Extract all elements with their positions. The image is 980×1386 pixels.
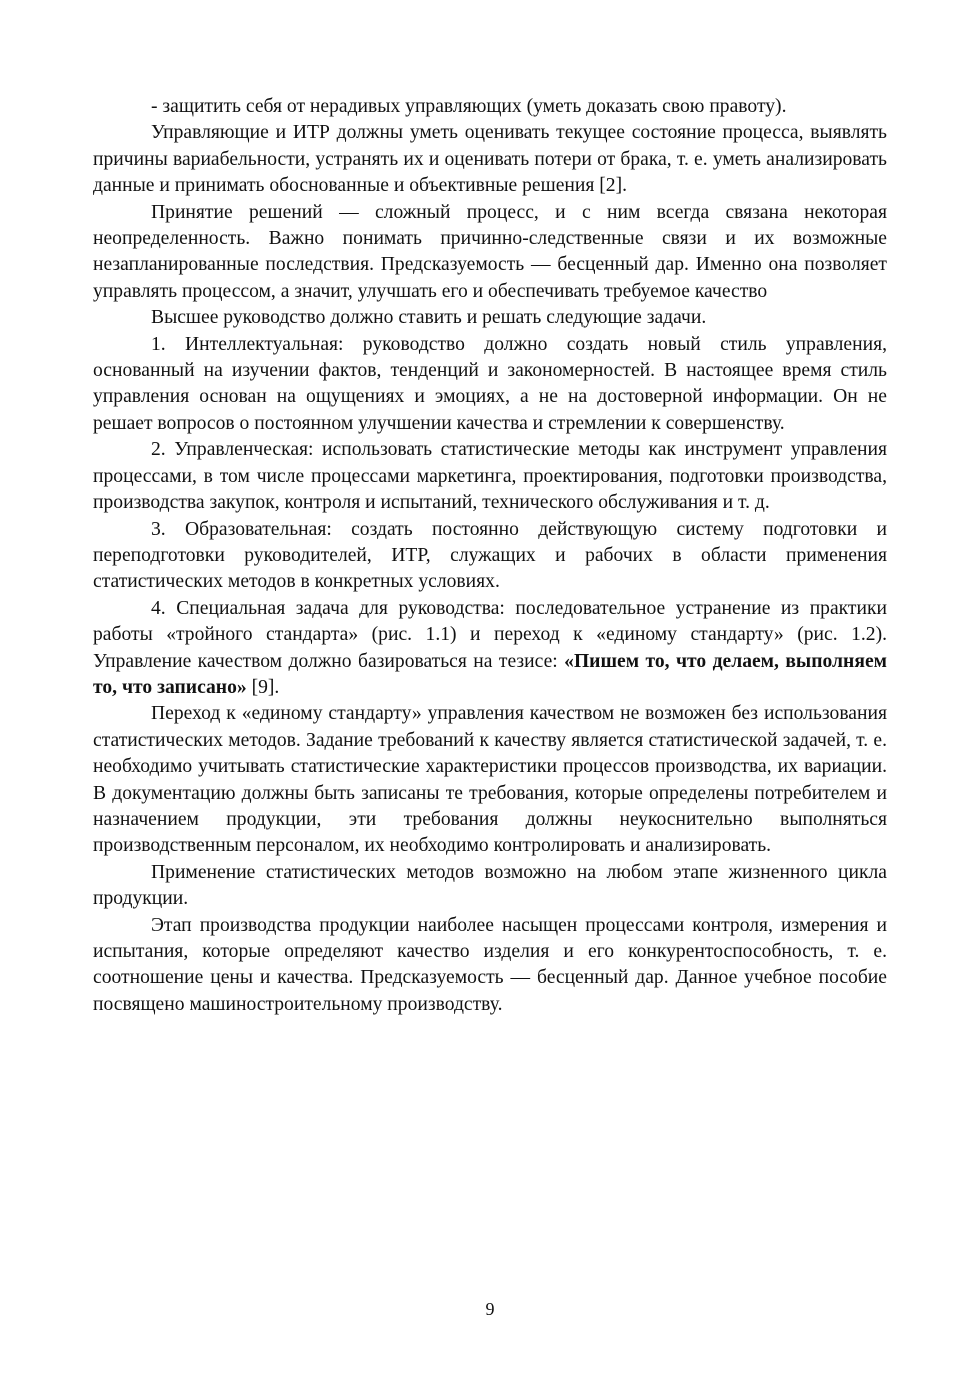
page-number: 9 xyxy=(485,1299,495,1319)
task-4-reference: [9]. xyxy=(246,676,280,698)
paragraph-lifecycle: Применение статистических методов возможно на любом этапе жизненного цикла продукции. xyxy=(93,861,887,910)
paragraph-task-2: 2. Управленческая: использовать статистические методы как инструмент управления процессами, в том числе процессами маркетинга, проектирования, подготовки производства, производства закупок, контроля и испытаний, технического обслуживания и т. д. xyxy=(93,439,887,514)
task-4-bold-thesis: «Пишем то, что делаем, выполняем то, что записано» xyxy=(93,650,887,698)
paragraph-intro-dash: - защитить себя от нерадивых управляющих (уметь доказать свою правоту). xyxy=(151,96,787,117)
paragraph-decision-making: Принятие решений — сложный процесс, и с ним всегда связана некоторая неопределенность. Важно понимать причинно-следственные связи и их возможные незапланированные последствия. Предсказуемость — бесценный дар. Именно она позволяет управлять процессом, а значит, улучшать его и обеспечивать требуемое качество xyxy=(93,201,887,302)
paragraph-managers-skills: Управляющие и ИТР должны уметь оценивать текущее состояние процесса, выявлять причины вариабельности, устранять их и оценивать потери от брака, т. е. уметь анализировать данные и принимать обоснованные и объективные решения [2]. xyxy=(93,122,887,197)
paragraph-task-1: 1. Интеллектуальная: руководство должно создать новый стиль управления, основанный на изучении фактов, тенденций и закономерностей. В настоящее время стиль управления основан на ощущениях и эмоциях, а не на достоверной информации. Он не решает вопросов о постоянном улучшении качества и стремлении к совершенству. xyxy=(93,333,887,434)
paragraph-task-4 xyxy=(93,596,887,702)
body-text xyxy=(93,94,887,1018)
paragraph-top-management-tasks: Высшее руководство должно ставить и решать следующие задачи. xyxy=(151,307,707,329)
paragraph-single-standard: Переход к «единому стандарту» управления качеством не возможен без использования статистических методов. Задание требований к качеству является статистической задачей, т. е. необходимо учитывать статистические характеристики процессов производства, их вариации. В документацию должны быть записаны те требования, которые определены потребителем и назначением продукции, эти требования должны неукоснительно выполняться производственным персоналом, их необходимо контролировать и анализировать. xyxy=(93,703,887,857)
paragraph-task-3: 3. Образовательная: создать постоянно действующую систему подготовки и переподготовки руководителей, ИТР, служащих и рабочих в области применения статистических методов в конкретных условиях. xyxy=(93,518,887,593)
task-4-text: 4. Специальная задача для руководства: последовательное устранение из практики работы «тройного стандарта» (рис. 1.1) и переход к «единому стандарту» (рис. 1.2). Управление качеством должно базироваться на тезисе: xyxy=(93,597,887,672)
paragraph-production-stage: Этап производства продукции наиболее насыщен процессами контроля, измерения и испытания, которые определяют качество изделия и его конкурентоспособность, т. е. соотношение цены и качества. Предсказуемость — бесценный дар. Данное учебное пособие посвящено машиностроительному производству. xyxy=(93,914,887,1015)
